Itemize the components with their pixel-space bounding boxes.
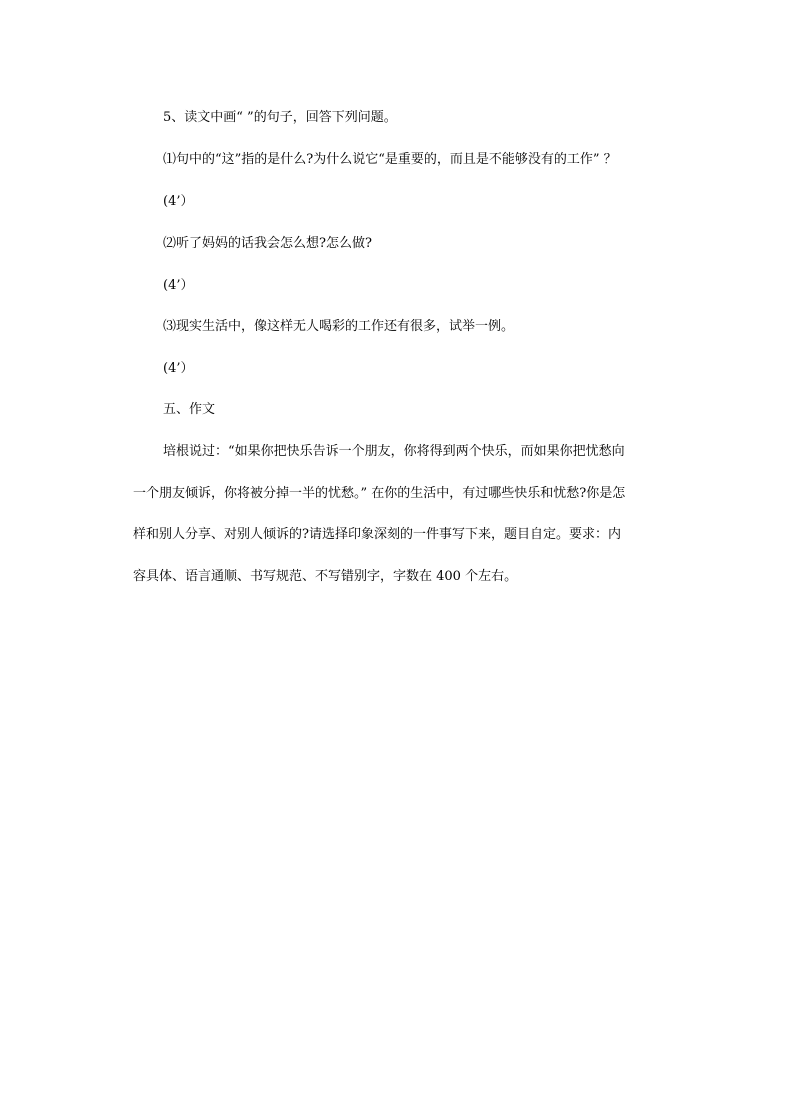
- question-5-sub-2: ⑵听了妈妈的话我会怎么想?怎么做?: [163, 236, 372, 251]
- essay-prompt-line-1: 培根说过：“如果你把快乐告诉一个朋友，你将得到两个快乐，而如果你把忧愁向: [163, 444, 625, 459]
- section-title-essay: 五、作文: [163, 402, 216, 417]
- question-5-sub-3-points: (4’）: [163, 361, 194, 376]
- essay-prompt-line-4: 容具体、语言通顺、书写规范、不写错别字，字数在 400 个左右。: [133, 569, 518, 584]
- question-5-sub-2-points: (4’）: [163, 278, 194, 293]
- question-5-sub-1-points: (4’）: [163, 194, 194, 209]
- essay-prompt-line-2: 一个朋友倾诉，你将被分掉一半的忧愁。” 在你的生活中，有过哪些快乐和忧愁?你是怎: [133, 486, 626, 501]
- essay-prompt-line-3: 样和别人分享、对别人倾诉的?请选择印象深刻的一件事写下来，题目自定。要求：内: [133, 527, 621, 542]
- question-5-intro: 5、读文中画“ ”的句子，回答下列问题。: [163, 110, 397, 125]
- question-5-sub-1: ⑴句中的“这”指的是什么?为什么说它“是重要的，而且是不能够没有的工作” ？: [163, 152, 617, 167]
- question-5-sub-3: ⑶现实生活中，像这样无人喝彩的工作还有很多，试举一例。: [163, 319, 515, 334]
